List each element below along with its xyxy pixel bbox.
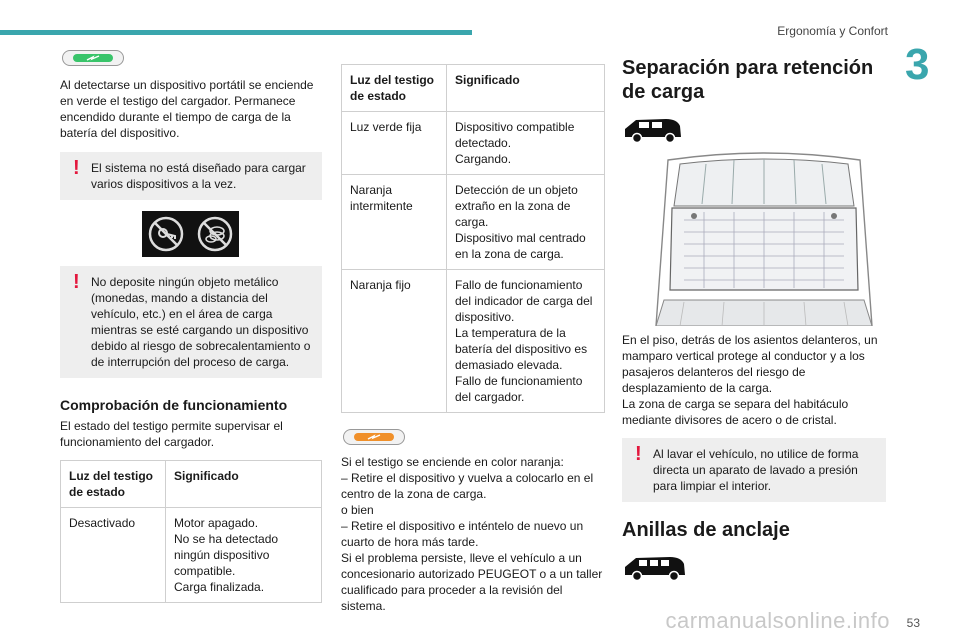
table-cell: Motor apagado. No se ha detectado ningún dispositivo compatible. Carga finalizada. xyxy=(166,508,322,603)
instruction-line: o bien xyxy=(341,503,374,517)
warning-box-multiple-devices xyxy=(60,152,322,200)
warning-exclamation-icon: ! xyxy=(73,157,80,179)
green-charging-lamp xyxy=(62,50,124,66)
van-long-icon xyxy=(622,554,688,582)
column-right xyxy=(622,56,886,582)
warning-exclamation-icon: ! xyxy=(73,271,80,293)
no-metal-objects-pictogram xyxy=(142,211,239,257)
section-heading-check: Comprobación de funcionamiento xyxy=(60,397,288,413)
table-header: Luz del testigo de estado xyxy=(342,65,447,112)
column-middle xyxy=(341,64,605,614)
table-header: Significado xyxy=(166,461,322,508)
bulkhead-paragraph-1: En el piso, detrás de los asientos delanteros, un mamparo vertical protege al conductor y a los pasajeros delanteros del riesgo de desplazamiento de la carga. xyxy=(622,333,878,395)
table-row xyxy=(342,112,605,175)
table-row xyxy=(61,508,322,603)
table-header: Significado xyxy=(447,65,605,112)
section-title: Ergonomía y Confort xyxy=(777,24,888,38)
status-table-2 xyxy=(341,64,605,413)
charging-bolt-icon xyxy=(73,54,113,62)
table-row xyxy=(342,270,605,413)
instruction-line: – Retire el dispositivo e inténtelo de nuevo un cuarto de hora más tarde. xyxy=(341,519,584,549)
no-key-icon xyxy=(147,215,185,253)
instruction-line: – Retire el dispositivo y vuelva a colocarlo en el centro de la zona de carga. xyxy=(341,471,594,501)
warning-text: Al lavar el vehículo, no utilice de forma directa un aparato de lavado a presión para limpiar el interior. xyxy=(653,447,859,493)
warning-box-pressure-wash xyxy=(622,438,886,502)
column-left xyxy=(60,50,322,603)
detection-paragraph: Al detectarse un dispositivo portátil se enciende en verde el testigo del cargador. Permanece encendido durante el tiempo de carga de la batería del dispositivo. xyxy=(60,78,314,140)
warning-text: El sistema no está diseñado para cargar varios dispositivos a la vez. xyxy=(91,161,306,191)
warning-exclamation-icon: ! xyxy=(635,443,642,465)
charging-bolt-icon xyxy=(354,433,394,441)
instruction-line: Si el testigo se enciende en color naranja: xyxy=(341,455,564,469)
page-number: 53 xyxy=(906,616,920,630)
table-cell: Naranja fijo xyxy=(342,270,447,413)
table-cell: Detección de un objeto extraño en la zona de carga. Dispositivo mal centrado en la zona de carga. xyxy=(447,175,605,270)
chapter-progress-bar xyxy=(0,30,472,35)
cargo-bulkhead-illustration xyxy=(644,150,884,326)
table-row xyxy=(342,175,605,270)
heading-cargo-separation: Separación para retención de carga xyxy=(622,57,874,103)
orange-charging-lamp xyxy=(343,429,405,445)
no-coins-icon xyxy=(196,215,234,253)
van-icon xyxy=(622,116,684,144)
bulkhead-paragraph-2: La zona de carga se separa del habitáculo mediante divisores de acero o de cristal. xyxy=(622,397,849,427)
table-header: Luz del testigo de estado xyxy=(61,461,166,508)
heading-anchor-rings: Anillas de anclaje xyxy=(622,519,790,541)
table-cell: Desactivado xyxy=(61,508,166,603)
table-cell: Dispositivo compatible detectado. Cargando. xyxy=(447,112,605,175)
table-cell: Luz verde fija xyxy=(342,112,447,175)
status-table-1 xyxy=(60,460,322,603)
watermark: carmanualsonline.info xyxy=(665,608,890,633)
chapter-number: 3 xyxy=(905,40,930,89)
table-cell: Fallo de funcionamiento del indicador de carga del dispositivo. La temperatura de la batería del dispositivo es demasiado elevada. Fallo de funcionamiento del cargador. xyxy=(447,270,605,413)
orange-instructions xyxy=(341,454,605,614)
instruction-line: Si el problema persiste, lleve el vehículo a un concesionario autorizado PEUGEOT o a un taller cualificado para proceder a la revisión del sistema. xyxy=(341,551,603,613)
status-paragraph: El estado del testigo permite supervisar el funcionamiento del cargador. xyxy=(60,419,283,449)
warning-box-metal-objects xyxy=(60,266,322,378)
table-cell: Naranja intermitente xyxy=(342,175,447,270)
warning-text: No deposite ningún objeto metálico (monedas, mando a distancia del vehículo, etc.) en el área de carga mientras se esté cargando un dispositivo debido al riesgo de sobrecalentamiento o de interrupción del proceso de carga. xyxy=(91,275,311,369)
